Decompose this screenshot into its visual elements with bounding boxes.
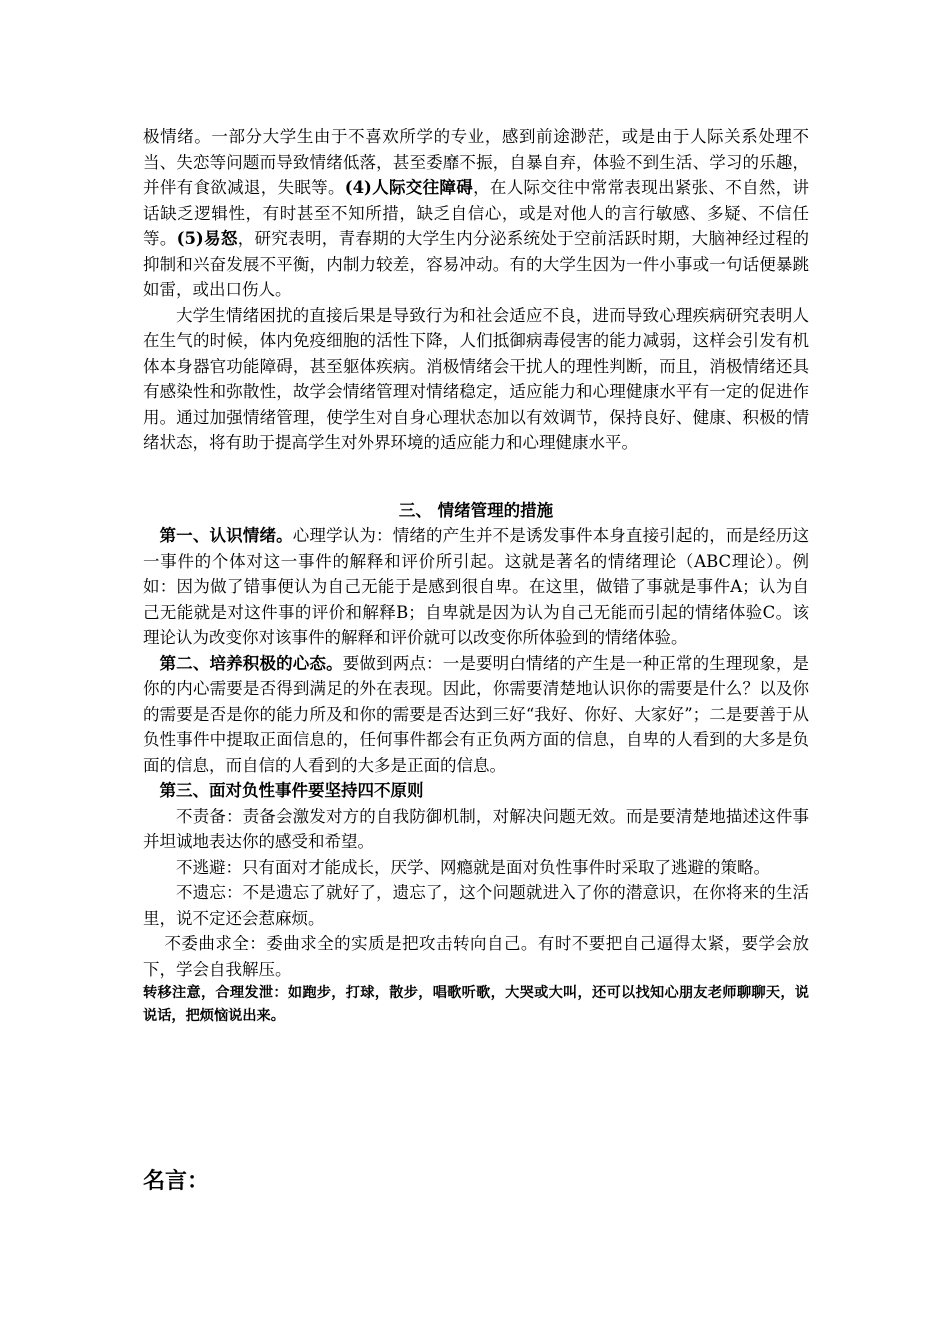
point-recognize-emotions bbox=[143, 523, 809, 651]
point-positive-attitude bbox=[143, 651, 809, 779]
paragraph-negative-emotions bbox=[143, 124, 809, 456]
point1-text: 心理学认为：情绪的产生并不是诱发事件本身直接引起的，而是经历这一事件的个体对这一事件的解释和评价所引起。这就是著名的情绪理论（ABC理论）。例如：因为做了错事便认为自己无能于是感到很自卑。在这里，做错了事就是事件A；认为自己无能就是对这件事的评价和解释B；自卑就是因为认为自己无能而引起的情绪体验C。该理论认为改变你对该事件的解释和评价就可以改变你所体验到的情绪体验。 bbox=[143, 526, 810, 647]
para1-text-1: 极情绪。一部分大学生由于不喜欢所学的专业，感到前途渺茫，或是由于人际关系处理不当、失恋等问题而导致情绪低落，甚至委靡不振，自暴自弃，体验不到生活、学习的乐趣，并伴有食欲减退，失眠等。 bbox=[143, 127, 809, 197]
principle-no-escape: 不逃避：只有面对才能成长，厌学、网瘾就是面对负性事件时采取了逃避的策略。 bbox=[176, 857, 770, 877]
principle-no-forget: 不遗忘：不是遗忘了就好了，遗忘了，这个问题就进入了你的潜意识，在你将来的生活里，说不定还会惹麻烦。 bbox=[143, 883, 809, 928]
para1-bold-irritability: (5)易怒 bbox=[176, 229, 238, 248]
measures-body bbox=[143, 523, 809, 1028]
para1-text-2: ，在人际交往中常常表现出紧张、不自然，讲话缺乏逻辑性，有时甚至不知所措，缺乏自信心，或是对他人的言行敏感、多疑、不信任等。 bbox=[143, 178, 810, 248]
point2-label: 第二、培养积极的心态。 bbox=[159, 653, 343, 673]
para1-text-3: ，研究表明，青春期的大学生内分泌系统处于空前活跃时期，大脑神经过程的抑制和兴奋发展不平衡，内制力较差，容易冲动。有的大学生因为一件小事或一句话便暴跳如雷，或出口伤人。 bbox=[143, 229, 810, 299]
point2-text: 要做到两点：一是要明白情绪的产生是一种正常的生理现象，是你的内心需要是否得到满足的外在表现。因此，你需要清楚地认识你的需要是什么？以及你的需要是否是你的能力所及和你的需要是否达到三好“我好、你好、大家好”；二是要善于从负性事件中提取正面信息的，任何事件都会有正负两方面的信息，自卑的人看到的大多是负面的信息，而自信的人看到的大多是正面的信息。 bbox=[143, 653, 810, 775]
transfer-attention-note: 转移注意，合理发泄：如跑步，打球，散步，唱歌听歌，大哭或大叫，还可以找知心朋友老师聊聊天，说说话，把烦恼说出来。 bbox=[143, 985, 809, 1024]
point3-label: 第三、面对负性事件要坚持四不原则 bbox=[159, 781, 424, 800]
section-heading: 三、 情绪管理的措施 bbox=[398, 501, 554, 520]
para1-bold-social-barrier: (4)人际交往障碍 bbox=[344, 178, 474, 197]
principle-no-compromise: 不委曲求全：委曲求全的实质是把攻击转向自己。有时不要把自己逼得太紧，要学会放下，学会自我解压。 bbox=[143, 934, 809, 979]
point-four-principles bbox=[143, 778, 809, 804]
point1-label: 第一、认识情绪。 bbox=[159, 526, 293, 545]
quotes-title: 名言： bbox=[143, 1169, 210, 1194]
principle-no-blame: 不责备：责备会激发对方的自我防御机制，对解决问题无效。而是要清楚地描述这件事并坦诚地表达你的感受和希望。 bbox=[143, 806, 809, 851]
paragraph-consequences: 大学生情绪困扰的直接后果是导致行为和社会适应不良，进而导致心理疾病研究表明人在生气的时候，体内免疫细胞的活性下降，人们抵御病毒侵害的能力减弱，这样会引发有机体本身器官功能障碍，甚至躯体疾病。消极情绪会干扰人的理性判断，而且，消极情绪还具有感染性和弥散性，故学会情绪管理对情绪稳定，适应能力和心理健康水平有一定的促进作用。通过加强情绪管理，使学生对自身心理状态加以有效调节，保持良好、健康、积极的情绪状态，将有助于提高学生对外界环境的适应能力和心理健康水平。 bbox=[143, 305, 809, 452]
